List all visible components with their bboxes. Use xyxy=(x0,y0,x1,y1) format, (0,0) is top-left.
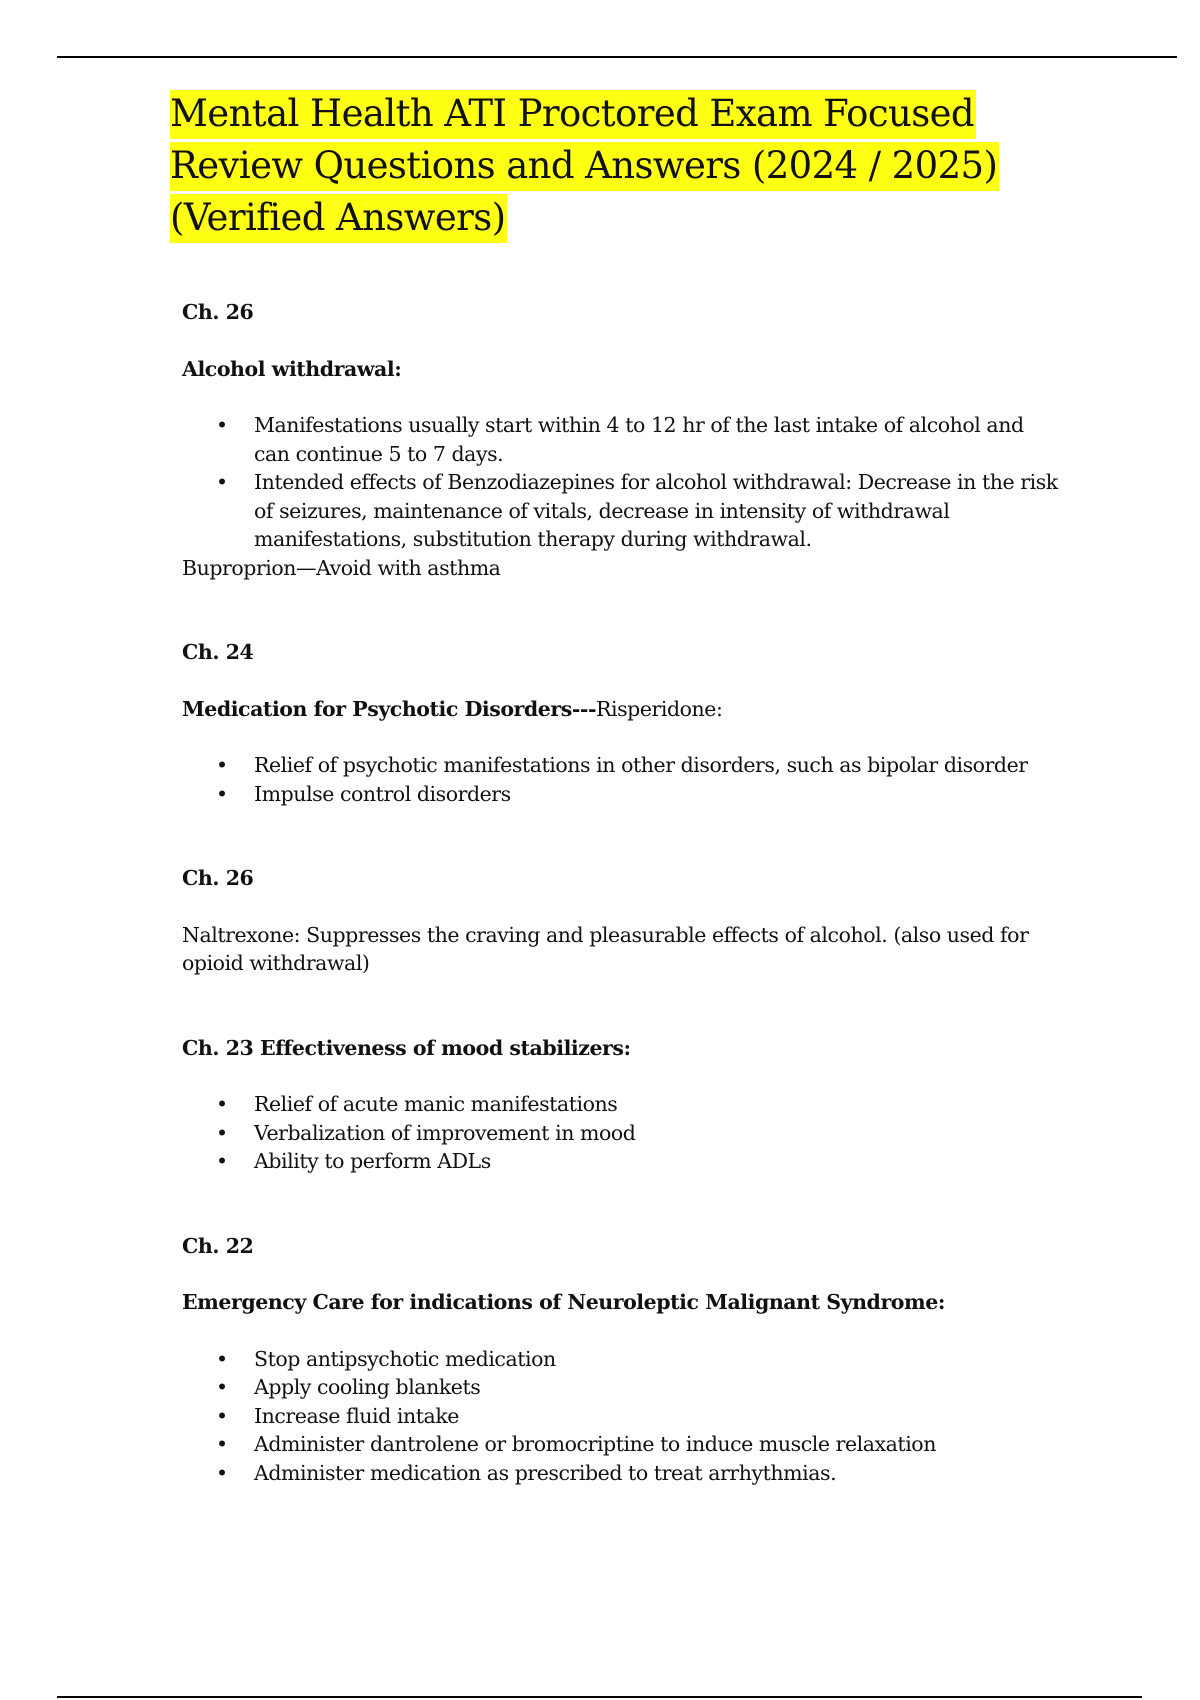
chapter-label: Ch. 26 xyxy=(182,300,254,324)
section-neuroleptic-malignant-syndrome xyxy=(182,1232,1062,1488)
section-naltrexone xyxy=(182,864,1062,978)
document-body xyxy=(182,298,1062,1487)
footer-rule xyxy=(57,1696,1142,1698)
section-alcohol-withdrawal xyxy=(182,298,1062,582)
list-item-text: Manifestations usually start within 4 to 12 hr of the last intake of alcohol and can continue 5 to 7 days. xyxy=(254,413,1024,466)
section-paragraph: Naltrexone: Suppresses the craving and pleasurable effects of alcohol. (also used for opioid withdrawal) xyxy=(182,922,1029,975)
list-item xyxy=(182,1119,1062,1148)
list-item xyxy=(182,1430,1062,1459)
bullet-icon: • xyxy=(216,1120,228,1145)
bullet-list xyxy=(182,1345,1062,1488)
bullet-icon: • xyxy=(216,1432,228,1456)
list-item-text: Stop antipsychotic medication xyxy=(254,1346,556,1371)
bullet-icon: • xyxy=(216,1092,228,1116)
section-heading: Emergency Care for indications of Neuroleptic Malignant Syndrome: xyxy=(182,1290,945,1314)
bullet-icon: • xyxy=(216,1375,228,1399)
list-item-text: Increase fluid intake xyxy=(254,1403,459,1428)
bullet-icon: • xyxy=(216,1460,228,1485)
list-item xyxy=(182,1147,1062,1176)
list-item xyxy=(182,1402,1062,1431)
section-heading xyxy=(182,695,1062,724)
list-item-text: Relief of psychotic manifestations in other disorders, such as bipolar disorder xyxy=(254,753,1028,777)
section-heading-normal: Risperidone: xyxy=(596,696,723,721)
section-heading-bold: Medication for Psychotic Disorders--- xyxy=(182,696,597,721)
list-item-text: Administer medication as prescribed to treat arrhythmias. xyxy=(254,1460,837,1485)
section-heading: Alcohol withdrawal: xyxy=(182,356,402,381)
title-highlight: Mental Health ATI Proctored Exam Focused Review Questions and Answers (2024 / 2025) (Verified Answers) xyxy=(170,90,999,243)
section-heading: Ch. 23 Effectiveness of mood stabilizers: xyxy=(182,1035,631,1060)
chapter-label: Ch. 26 xyxy=(182,866,254,890)
list-item-text: Administer dantrolene or bromocriptine to induce muscle relaxation xyxy=(254,1432,936,1456)
section-note: Buproprion—Avoid with asthma xyxy=(182,555,501,580)
list-item xyxy=(182,1459,1062,1488)
list-item xyxy=(182,1090,1062,1119)
section-mood-stabilizers xyxy=(182,1034,1062,1176)
bullet-list xyxy=(182,1090,1062,1176)
chapter-label: Ch. 22 xyxy=(182,1233,254,1258)
bullet-icon: • xyxy=(216,753,228,777)
bullet-icon: • xyxy=(216,1403,228,1428)
bullet-list xyxy=(182,751,1062,808)
bullet-icon: • xyxy=(216,1149,228,1173)
list-item xyxy=(182,1373,1062,1402)
list-item-text: Ability to perform ADLs xyxy=(254,1149,491,1173)
list-item xyxy=(182,780,1062,809)
list-item-text: Verbalization of improvement in mood xyxy=(254,1120,636,1145)
list-item xyxy=(182,1345,1062,1374)
bullet-icon: • xyxy=(216,413,228,437)
chapter-label: Ch. 24 xyxy=(182,640,254,664)
document-title xyxy=(170,88,1050,244)
bullet-icon: • xyxy=(216,1346,228,1371)
section-psychotic-disorders xyxy=(182,638,1062,808)
list-item xyxy=(182,411,1062,468)
list-item xyxy=(182,468,1062,554)
list-item xyxy=(182,751,1062,780)
bullet-list xyxy=(182,411,1062,554)
bullet-icon: • xyxy=(216,781,228,806)
bullet-icon: • xyxy=(216,470,228,494)
list-item-text: Relief of acute manic manifestations xyxy=(254,1092,618,1116)
header-rule xyxy=(57,56,1177,58)
list-item-text: Intended effects of Benzodiazepines for alcohol withdrawal: Decrease in the risk of seizures, maintenance of vitals, decrease in intensity of withdrawal manifestations, substitution therapy during withdrawal. xyxy=(254,470,1058,551)
list-item-text: Impulse control disorders xyxy=(254,781,511,806)
list-item-text: Apply cooling blankets xyxy=(254,1375,481,1399)
